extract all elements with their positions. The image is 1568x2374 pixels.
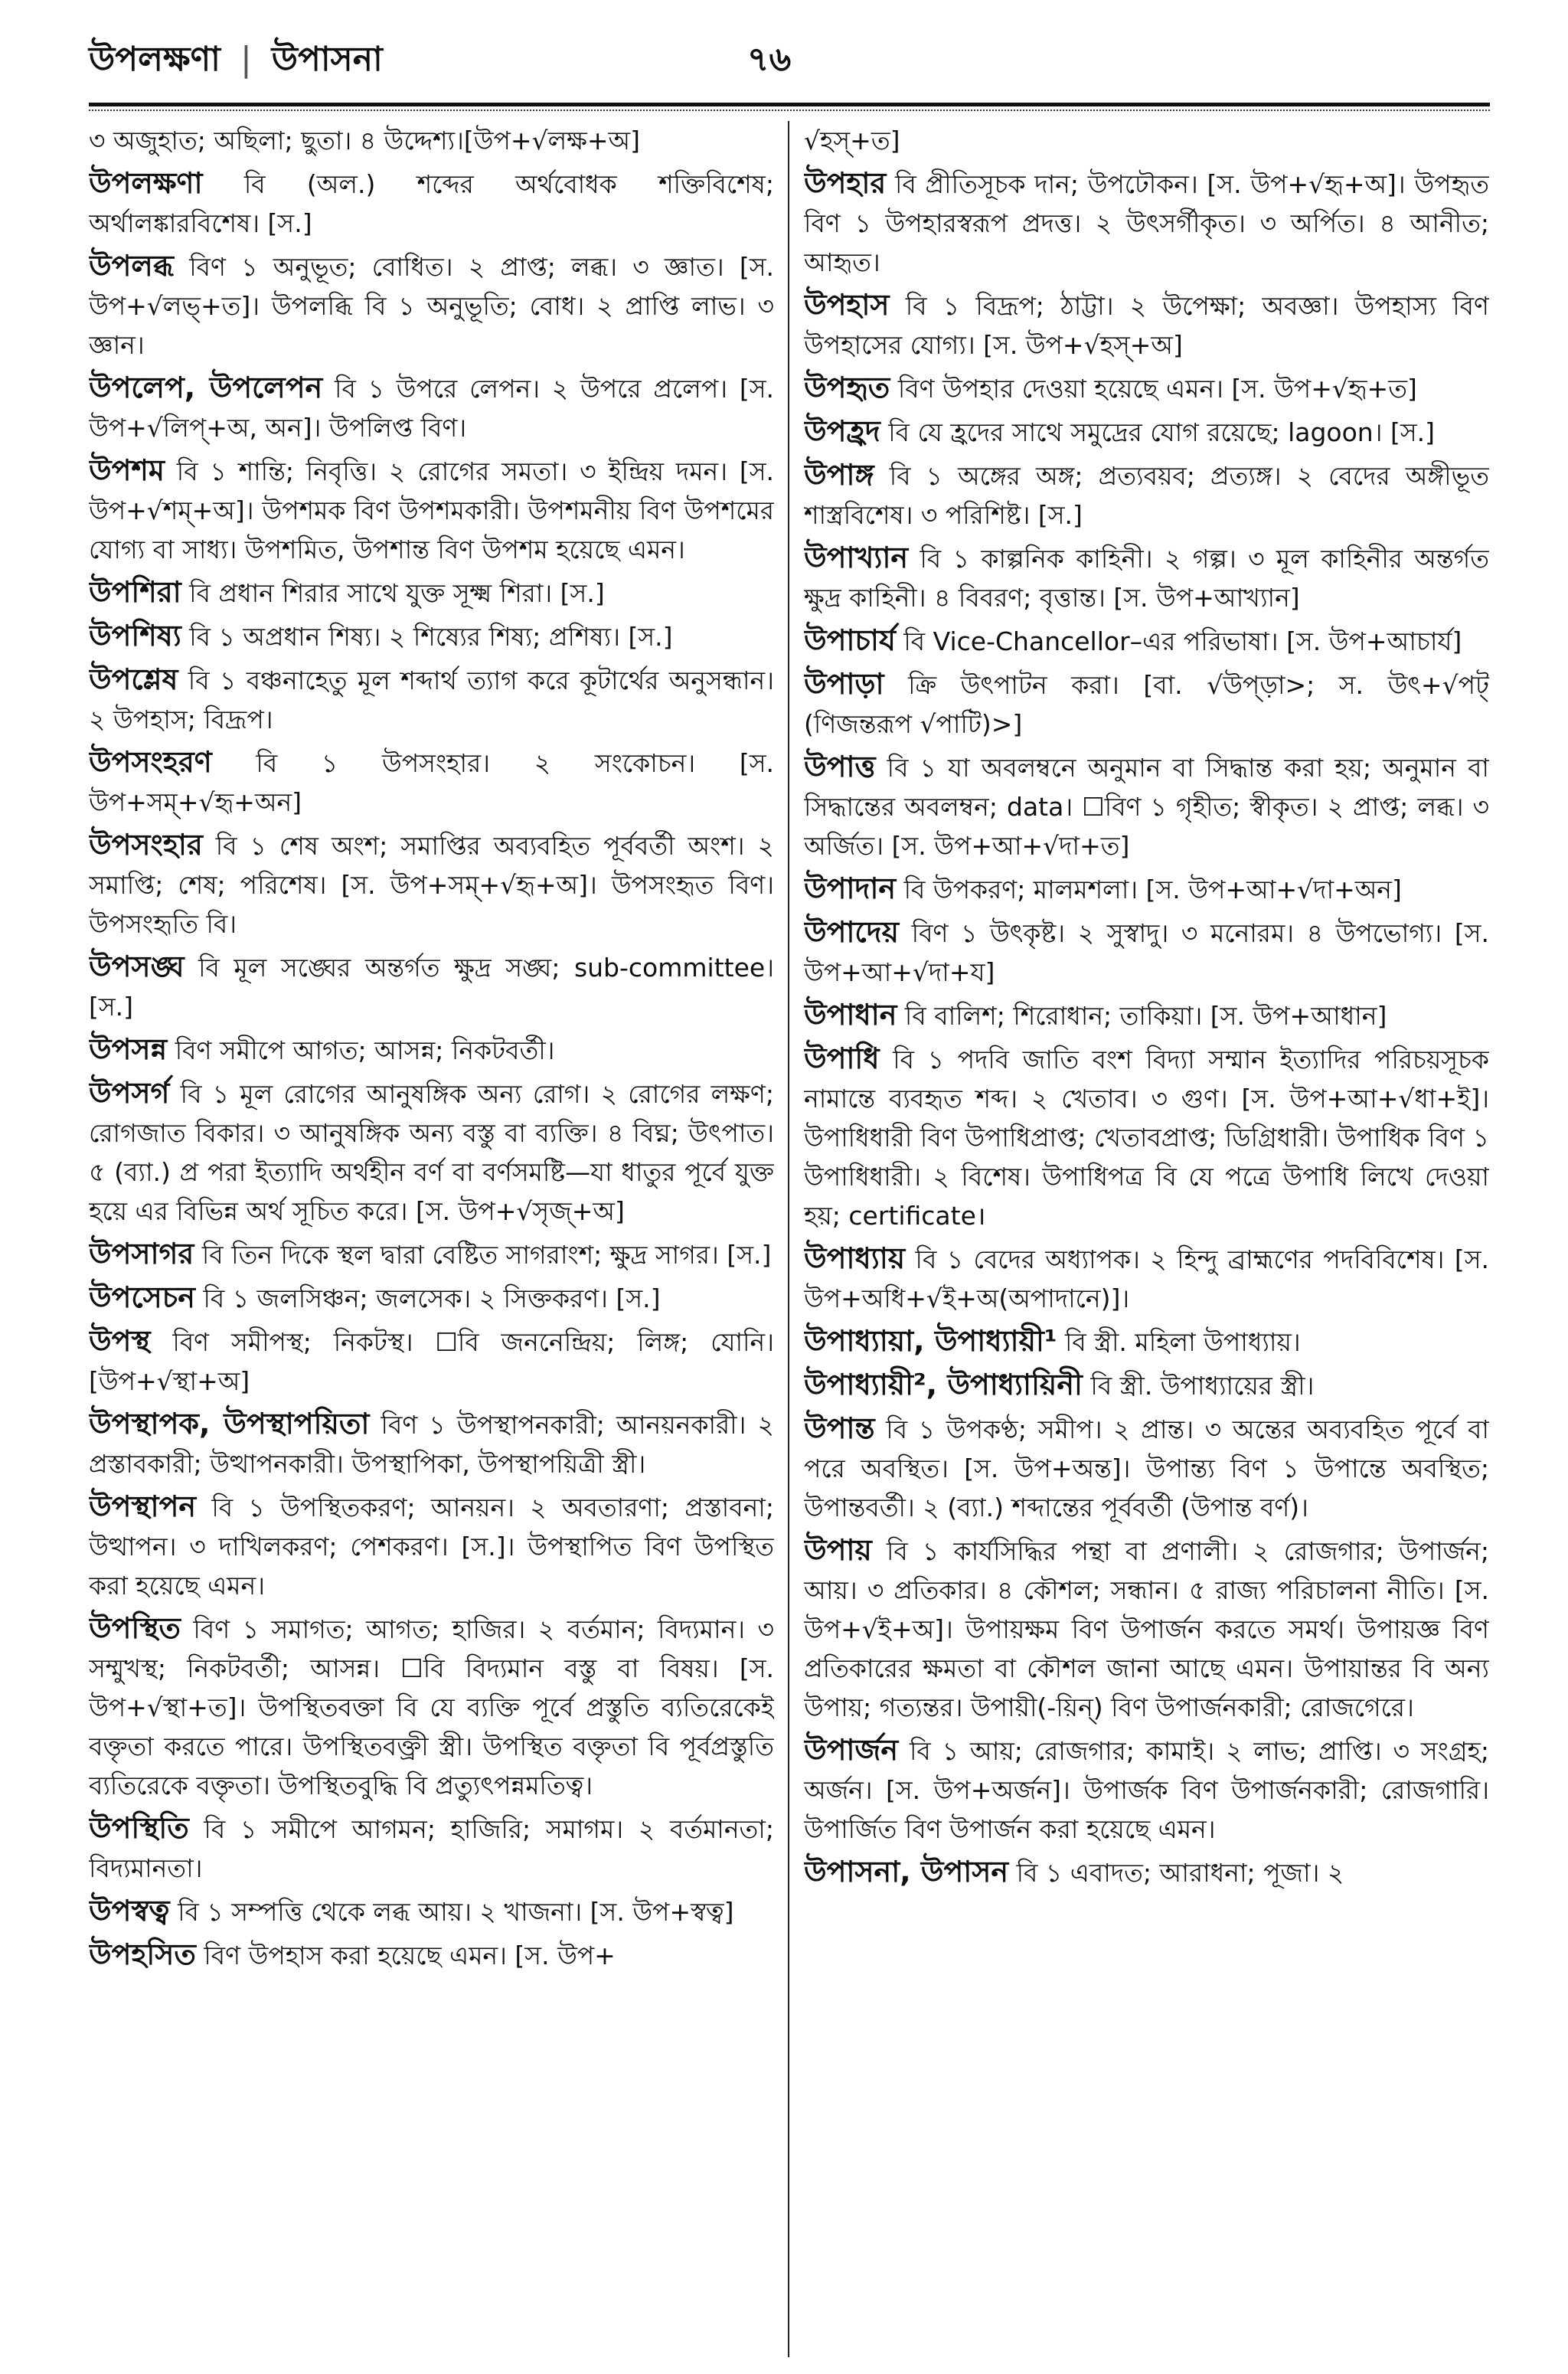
entry-headword: উপস্থিতি	[89, 1811, 189, 1845]
entry-definition: বি উপকরণ; মালমশলা। [স. উপ+আ+√দা+অন]	[903, 875, 1402, 904]
entry-definition: বি ১ সমীপে আগমন; হাজিরি; সমাগম। ২ বর্তমানতা; বিদ্যমানতা।	[89, 1814, 774, 1883]
dictionary-entry	[89, 826, 774, 943]
entry-definition: বি ১ বিদ্রূপ; ঠাট্টা। ২ উপেক্ষা; অবজ্ঞা। উপহাস্য বিণ উপহাসের যোগ্য। [স. উপ+√হস্‌+অ]	[804, 291, 1489, 360]
entry-headword: উপসংহার	[89, 828, 203, 862]
entry-headword: উপার্জন	[804, 1733, 899, 1767]
entry-definition: বি তিন দিকে স্থল দ্বারা বেষ্টিত সাগরাংশ; ক্ষুদ্র সাগর। [স.]	[201, 1240, 772, 1270]
dictionary-entry	[804, 665, 1489, 744]
guide-separator: |	[240, 40, 252, 79]
dictionary-entry	[89, 1404, 774, 1483]
entry-definition: বি ১ অপ্রধান শিষ্য। ২ শিষ্যের শিষ্য; প্রশিষ্য। [স.]	[189, 622, 673, 652]
guide-word-left: উপলক্ষণা	[89, 40, 220, 79]
dictionary-entry	[804, 456, 1489, 535]
entry-definition: বি ১ বেদের অধ্যাপক। ২ হিন্দু ব্রাহ্মণের পদবিবিশেষ। [স. উপ+অধি+√ই+অ(অপাদানে)]।	[804, 1244, 1489, 1313]
dictionary-entry	[89, 247, 774, 365]
header-rule	[89, 103, 1490, 106]
dictionary-entry	[804, 1409, 1489, 1527]
dictionary-entry	[804, 1731, 1489, 1849]
dictionary-entry	[804, 1531, 1489, 1727]
dictionary-entry	[89, 660, 774, 739]
entry-definition: বি মূল সঙ্ঘের অন্তর্গত ক্ষুদ্র সঙ্ঘ; sub-committee। [স.]	[89, 953, 774, 1022]
entry-headword: উপাধ্যায়ী², উপাধ্যায়িনী	[804, 1368, 1083, 1401]
entry-headword: উপাড়া	[804, 667, 884, 701]
entry-definition: বিণ সমীপস্থ; নিকটস্থ। ☐বি জননেন্দ্রিয়; লিঙ্গ; যোনি। [উপ+√স্থা+অ]	[89, 1327, 774, 1396]
dictionary-entry	[89, 947, 774, 1026]
dictionary-entry	[89, 1322, 774, 1401]
header-rule-dotted	[89, 110, 1490, 111]
dictionary-entry	[89, 616, 774, 656]
dictionary-entry	[804, 869, 1489, 909]
entry-definition: √হস্‌+ত]	[804, 126, 900, 155]
entry-headword: উপসাগর	[89, 1237, 194, 1270]
dictionary-entry	[89, 1809, 774, 1888]
entry-headword: উপায়	[804, 1533, 872, 1567]
entry-headword: উপাধ্যায়া, উপাধ্যায়ী¹	[804, 1324, 1057, 1358]
dictionary-entry	[89, 1892, 774, 1931]
dictionary-entry	[804, 1039, 1489, 1235]
entry-headword: উপাচার্য	[804, 623, 896, 657]
entry-definition: বিণ উপহাস করা হয়েছে এমন। [স. উপ+	[204, 1941, 616, 1970]
entry-definition: বিণ উপহার দেওয়া হয়েছে এমন। [স. উপ+√হৃ+ত]	[897, 374, 1417, 404]
dictionary-entry	[89, 573, 774, 613]
entry-definition: বি ১ উপসংহার। ২ সংকোচন। [স. উপ+সম্‌+√হৃ+অন]	[89, 748, 774, 817]
entry-headword: উপস্থাপন	[89, 1489, 197, 1523]
entry-headword: উপলেপ, উপলেপন	[89, 371, 323, 404]
entry-headword: উপহসিত	[89, 1937, 196, 1971]
left-column	[89, 121, 774, 2361]
dictionary-entry	[89, 743, 774, 822]
page-number: ৭৬	[747, 40, 792, 79]
entry-headword: উপসেচন	[89, 1280, 195, 1314]
dictionary-entry	[89, 1935, 774, 1975]
entry-definition: বি ১ কার্যসিদ্ধির পন্থা বা প্রণালী। ২ রোজগার; উপার্জন; আয়। ৩ প্রতিকার। ৪ কৌশল; সন্ধান। ৫ রাজ্য পরিচালনা নীতি। [স. উপ+√ই+অ]। উপায়ক্ষম বিণ উপার্জন করতে সমর্থ। উপায়জ্ঞ বিণ প্রতিকারের ক্ষমতা বা কৌশল জানা আছে এমন। উপায়ান্তর বি অন্য উপায়; গত্যন্তর। উপায়ী(-য়িন্‌) বিণ উপার্জনকারী; রোজগেরে।	[804, 1536, 1489, 1722]
entry-headword: উপাঙ্গ	[804, 458, 874, 492]
entry-definition: বি ১ শান্তি; নিবৃত্তি। ২ রোগের সমতা। ৩ ইন্দ্রিয় দমন। [স. উপ+√শম্‌+অ]। উপশমক বিণ উপশমকারী। উপশমনীয় বিণ উপশমের যোগ্য বা সাধ্য। উপশমিত, উপশান্ত বিণ উপশম হয়েছে এমন।	[89, 456, 774, 564]
entry-headword: উপাদেয়	[804, 915, 900, 949]
guide-words	[89, 34, 383, 90]
dictionary-entry	[804, 412, 1489, 452]
entry-definition: বি প্রীতিসূচক দান; উপঢৌকন। [স. উপ+√হৃ+অ]। উপহৃত বিণ ১ উপহারস্বরূপ প্রদত্ত। ২ উৎসর্গীকৃত। ৩ অর্পিত। ৪ আনীত; আহৃত।	[804, 169, 1489, 277]
entry-headword: উপসঙ্ঘ	[89, 950, 185, 983]
entry-definition: বিণ ১ সমাগত; আগত; হাজির। ২ বর্তমান; বিদ্যমান। ৩ সম্মুখস্থ; নিকটবর্তী; আসন্ন। ☐বি বিদ্যমান বস্তু বা বিষয়। [স. উপ+√স্থা+ত]। উপস্থিতবক্তা বি যে ব্যক্তি পূর্বে প্রস্তুতি ব্যতিরেকেই বক্তৃতা করতে পারে। উপস্থিতবক্ত্রী স্ত্রী। উপস্থিত বক্তৃতা বি পূর্বপ্রস্তুতি ব্যতিরেকে বক্তৃতা। উপস্থিতবুদ্ধি বি প্রত্যুৎপন্নমতিত্ব।	[89, 1614, 774, 1800]
entry-headword: উপাদান	[804, 871, 897, 905]
entry-definition: বি Vice-Chancellor–এর পরিভাষা। [স. উপ+আচার্য]	[903, 626, 1462, 656]
entry-headword: উপাধান	[804, 998, 897, 1032]
dictionary-entry	[804, 913, 1489, 992]
dictionary-entry	[89, 121, 774, 160]
entry-headword: উপশম	[89, 453, 165, 487]
dictionary-entry	[89, 368, 774, 447]
dictionary-entry	[804, 538, 1489, 617]
entry-definition: বি ১ উপস্থিতকরণ; আনয়ন। ২ অবতারণা; প্রস্তাবনা; উত্থাপন। ৩ দাখিলকরণ; পেশকরণ। [স.]। উপস্থাপিত বিণ উপস্থিত করা হয়েছে এমন।	[89, 1493, 774, 1601]
entry-definition: বি ১ এবাদত; আরাধনা; পূজা। ২	[1016, 1858, 1344, 1888]
entry-headword: উপাধি	[804, 1041, 880, 1075]
entry-headword: উপাত্ত	[804, 750, 876, 783]
dictionary-entry	[804, 1322, 1489, 1362]
entry-headword: উপসর্গ	[89, 1076, 170, 1110]
entry-headword: উপস্থ	[89, 1324, 151, 1358]
column-divider	[788, 121, 789, 2357]
entry-definition: বি ১ পদবি জাতি বংশ বিদ্যা সম্মান ইত্যাদির পরিচয়সূচক নামান্তে ব্যবহৃত শব্দ। ২ খেতাব। ৩ গুণ। [স. উপ+আ+√ধা+ই]। উপাধিধারী বিণ উপাধিপ্রাপ্ত; খেতাবপ্রাপ্ত; ডিগ্রিধারী। উপাধিক বিণ ১ উপাধিধারী। ২ বিশেষ। উপাধিপত্র বি যে পত্রে উপাধি লিখে দেওয়া হয়; certificate।	[804, 1045, 1489, 1231]
dictionary-entry	[804, 121, 1489, 160]
dictionary-entry	[89, 1487, 774, 1605]
entry-headword: উপস্থাপক, উপস্থাপয়িতা	[89, 1407, 370, 1440]
dictionary-entry	[804, 996, 1489, 1035]
entry-headword: উপস্থিত	[89, 1611, 181, 1645]
entry-definition: বি ১ যা অবলম্বনে অনুমান বা সিদ্ধান্ত করা হয়; অনুমান বা সিদ্ধান্তের অবলম্বন; data। ☐বিণ ১ গৃহীত; স্বীকৃত। ২ প্রাপ্ত; লব্ধ। ৩ অর্জিত। [স. উপ+আ+√দা+ত]	[804, 753, 1489, 861]
dictionary-entry	[804, 368, 1489, 408]
entry-definition: বি ১ উপকণ্ঠ; সমীপ। ২ প্রান্ত। ৩ অন্তের অব্যবহিত পূর্বে বা পরে অবস্থিত। [স. উপ+অন্ত]। উপান্ত্য বিণ ১ উপান্তে অবস্থিত; উপান্তবর্তী। ২ (ব্যা.) শব্দান্তের পূর্ববর্তী (উপান্ত বর্ণ)।	[804, 1414, 1489, 1522]
entry-definition: ক্রি উৎপাটন করা। [বা. √উপ্‌ড়া>; স. উৎ+√পট্‌ (ণিজন্তরূপ √পাটি)>]	[804, 670, 1489, 739]
dictionary-entry	[89, 164, 774, 243]
right-column	[804, 121, 1489, 2361]
dictionary-entry	[89, 1030, 774, 1070]
dictionary-entry	[804, 164, 1489, 282]
entry-definition: বি স্ত্রী. উপাধ্যায়ের স্ত্রী।	[1090, 1371, 1315, 1401]
entry-definition: বি প্রধান শিরার সাথে যুক্ত সূক্ষ্ম শিরা। [স.]	[189, 578, 605, 608]
entry-headword: উপহার	[804, 166, 887, 200]
entry-headword: উপাখ্যান	[804, 541, 909, 574]
entry-definition: বি ১ শেষ অংশ; সমাপ্তির অব্যবহিত পূর্ববর্তী অংশ। ২ সমাপ্তি; শেষ; পরিশেষ। [স. উপ+সম্‌+√হৃ+অ]। উপসংহৃত বিণ। উপসংহৃতি বি।	[89, 831, 774, 939]
entry-definition: বি ১ বঞ্চনাহেতু মূল শব্দার্থ ত্যাগ করে কূটার্থের অনুসন্ধান। ২ উপহাস; বিদ্রূপ।	[89, 665, 774, 734]
entry-definition: বি (অল.) শব্দের অর্থবোধক শক্তিবিশেষ; অর্থালঙ্কারবিশেষ। [স.]	[89, 169, 774, 238]
entry-headword: উপসংহরণ	[89, 745, 212, 779]
entry-headword: উপশিষ্য	[89, 619, 181, 652]
entry-definition: বি ১ আয়; রোজগার; কামাই। ২ লাভ; প্রাপ্তি। ৩ সংগ্রহ; অর্জন। [স. উপ+অর্জন]। উপার্জক বিণ উপার্জনকারী; রোজগারি। উপার্জিত বিণ উপার্জন করা হয়েছে এমন।	[804, 1736, 1489, 1844]
dictionary-entry	[89, 451, 774, 569]
entry-definition: বি ১ জলসিঞ্চন; জলসেক। ২ সিক্তকরণ। [স.]	[203, 1283, 661, 1313]
dictionary-entry	[89, 1609, 774, 1805]
entry-definition: বিণ সমীপে আগত; আসন্ন; নিকটবর্তী।	[175, 1035, 555, 1065]
entry-headword: উপাধ্যায়	[804, 1241, 906, 1275]
entry-headword: উপলব্ধ	[89, 249, 174, 283]
dictionary-entry	[804, 1365, 1489, 1405]
entry-headword: উপহাস	[804, 288, 890, 322]
guide-word-right: উপাসনা	[271, 40, 383, 79]
dictionary-entry	[804, 747, 1489, 865]
entry-definition: ৩ অজুহাত; অছিলা; ছুতা। ৪ উদ্দেশ্য।[উপ+√লক্ষ+অ]	[89, 126, 640, 155]
dictionary-entry	[89, 1234, 774, 1274]
entry-headword: উপসন্ন	[89, 1032, 168, 1066]
entry-definition: বি বালিশ; শিরোধান; তাকিয়া। [স. উপ+আধান]	[904, 1001, 1387, 1031]
entry-definition: বি ১ সম্পত্তি থেকে লব্ধ আয়। ২ খাজনা। [স. উপ+স্বত্ব]	[178, 1897, 734, 1927]
entry-headword: উপশ্লেষ	[89, 662, 178, 696]
entry-definition: বি যে হ্রদের সাথে সমুদ্রের যোগ রয়েছে; lagoon। [স.]	[888, 417, 1436, 447]
entry-headword: উপান্ত	[804, 1411, 875, 1445]
dictionary-entry	[804, 1239, 1489, 1318]
running-head	[89, 34, 1490, 89]
entry-headword: উপহ্রদ	[804, 414, 880, 448]
entry-definition: বি ১ মূল রোগের আনুষঙ্গিক অন্য রোগ। ২ রোগের লক্ষণ; রোগজাত বিকার। ৩ আনুষঙ্গিক অন্য বস্তু বা ব্যক্তি। ৪ বিঘ্ন; উৎপাত। ৫ (ব্যা.) প্র পরা ইত্যাদি অর্থহীন বর্ণ বা বর্ণসমষ্টি—যা ধাতুর পূর্বে যুক্ত হয়ে এর বিভিন্ন অর্থ সূচিত করে। [স. উপ+√সৃজ্‌+অ]	[89, 1079, 774, 1226]
entry-definition: বি ১ উপরে লেপন। ২ উপরে প্রলেপ। [স. উপ+√লিপ্‌+অ, অন]। উপলিপ্ত বিণ।	[89, 374, 774, 443]
dictionary-entry	[804, 621, 1489, 661]
entry-headword: উপহৃত	[804, 371, 890, 404]
entry-headword: উপস্বত্ব	[89, 1894, 170, 1928]
dictionary-entry	[804, 1852, 1489, 1892]
entry-definition: বিণ ১ অনুভূত; বোধিত। ২ প্রাপ্ত; লব্ধ। ৩ জ্ঞাত। [স. উপ+√লভ্‌+ত]। উপলব্ধি বি ১ অনুভূতি; বোধ। ২ প্রাপ্তি লাভ। ৩ জ্ঞান।	[89, 252, 774, 360]
entry-headword: উপাসনা, উপাসন	[804, 1855, 1009, 1888]
dictionary-entry	[89, 1278, 774, 1318]
entry-definition: বিণ ১ উৎকৃষ্ট। ২ সুস্বাদু। ৩ মনোরম। ৪ উপভোগ্য। [স. উপ+আ+√দা+য]	[804, 918, 1489, 987]
dictionary-entry	[804, 286, 1489, 365]
dictionary-entry	[89, 1074, 774, 1231]
entry-definition: বিণ ১ উপস্থাপনকারী; আনয়নকারী। ২ প্রস্তাবকারী; উত্থাপনকারী। উপস্থাপিকা, উপস্থাপয়িত্রী স্ত্রী।	[89, 1410, 774, 1479]
entry-definition: বি ১ অঙ্গের অঙ্গ; প্রত্যবয়ব; প্রত্যঙ্গ। ২ বেদের অঙ্গীভূত শাস্ত্রবিশেষ। ৩ পরিশিষ্ট। [স.]	[804, 461, 1489, 530]
entry-definition: বি স্ত্রী. মহিলা উপাধ্যায়।	[1064, 1327, 1301, 1357]
entry-headword: উপশিরা	[89, 575, 181, 609]
entry-definition: বি ১ কাল্পনিক কাহিনী। ২ গল্প। ৩ মূল কাহিনীর অন্তর্গত ক্ষুদ্র কাহিনী। ৪ বিবরণ; বৃত্তান্ত। [স. উপ+আখ্যান]	[804, 544, 1489, 613]
entry-headword: উপলক্ষণা	[89, 166, 203, 200]
